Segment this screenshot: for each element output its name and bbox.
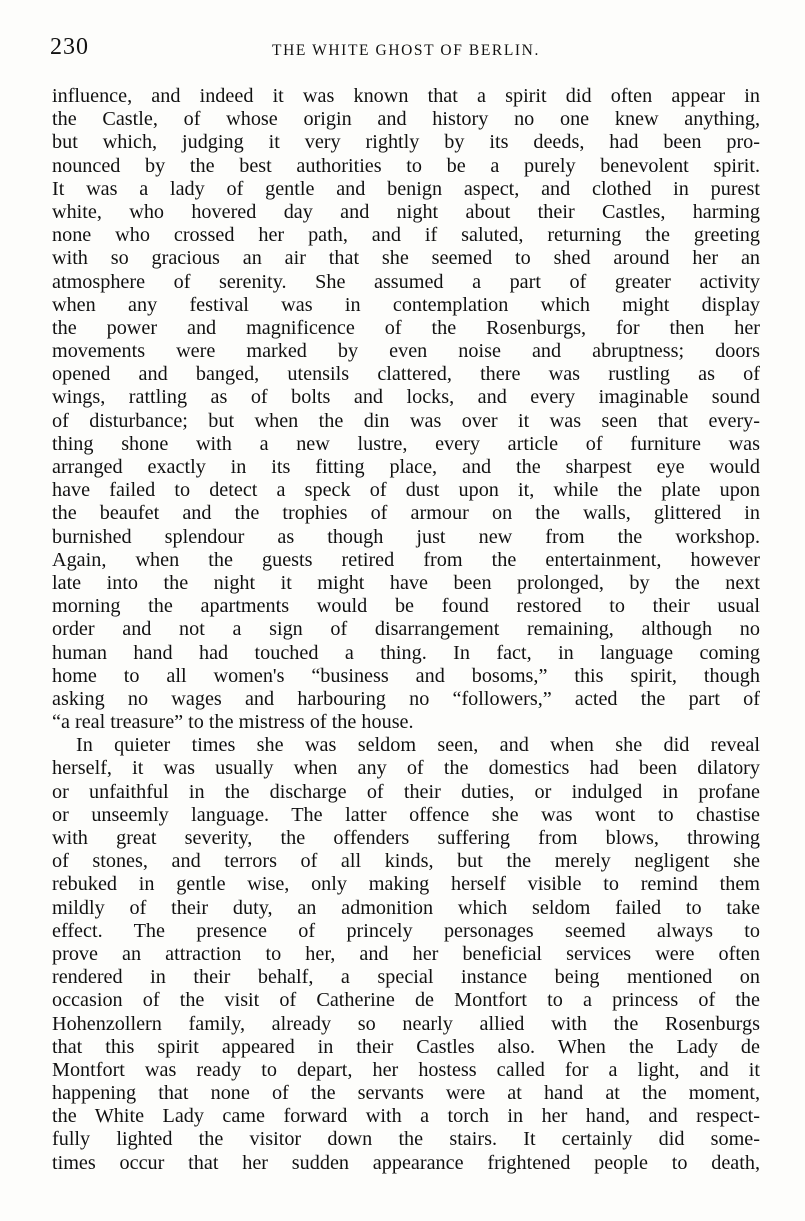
body-text xyxy=(52,85,760,1175)
text-line: that this spirit appeared in their Castles also. When the Lady de xyxy=(52,1035,760,1058)
text-line: times occur that her sudden appearance frightened people to death, xyxy=(52,1151,760,1174)
text-line: Again, when the guests retired from the entertainment, however xyxy=(52,548,760,571)
text-line: or unseemly language. The latter offence she was wont to chastise xyxy=(52,803,760,826)
text-line: fully lighted the visitor down the stairs. It certainly did some- xyxy=(52,1128,760,1151)
text-line: effect. The presence of princely personages seemed always to xyxy=(52,919,760,942)
text-line: influence, and indeed it was known that a spirit did often appear in xyxy=(52,85,760,107)
text-line: when any festival was in contemplation which might display xyxy=(52,293,760,316)
paragraph-end-line: “a real treasure” to the mistress of the house. xyxy=(52,711,414,734)
text-line: with so gracious an air that she seemed to shed around her an xyxy=(52,247,760,270)
text-line: nounced by the best authorities to be a purely benevolent spirit. xyxy=(52,154,760,177)
text-line: prove an attraction to her, and her beneficial services were often xyxy=(52,942,760,965)
text-line: Montfort was ready to depart, her hostess called for a light, and it xyxy=(52,1058,760,1081)
text-line: with great severity, the offenders suffering from blows, throwing xyxy=(52,827,760,849)
text-line: the Castle, of whose origin and history no one knew anything, xyxy=(52,108,760,131)
text-line: home to all women's “business and bosoms,” this spirit, though xyxy=(52,664,760,687)
text-line: movements were marked by even noise and abruptness; doors xyxy=(52,340,760,363)
text-line: occasion of the visit of Catherine de Montfort to a princess of the xyxy=(52,989,760,1012)
running-head xyxy=(50,34,762,68)
text-line: rebuked in gentle wise, only making herself visible to remind them xyxy=(52,873,760,896)
text-line: happening that none of the servants were at hand at the moment, xyxy=(52,1082,760,1105)
text-line: the White Lady came forward with a torch in her hand, and respect- xyxy=(52,1105,760,1128)
text-line: or unfaithful in the discharge of their duties, or indulged in profane xyxy=(52,780,760,803)
text-line: arranged exactly in its fitting place, and the sharpest eye would xyxy=(52,456,760,478)
text-line: asking no wages and harbouring no “followers,” acted the part of xyxy=(52,687,760,710)
running-title: THE WHITE GHOST OF BERLIN. xyxy=(272,42,540,59)
paragraph-start-line: In quieter times she was seldom seen, and when she did reveal xyxy=(76,734,760,757)
text-line: late into the night it might have been prolonged, by the next xyxy=(52,571,760,594)
text-line: mildly of their duty, an admonition which seldom failed to take xyxy=(52,896,760,919)
text-line: of disturbance; but when the din was over it was seen that every- xyxy=(52,409,760,432)
text-line: burnished splendour as though just new from the workshop. xyxy=(52,525,760,548)
text-line: morning the apartments would be found restored to their usual xyxy=(52,595,760,618)
text-line: wings, rattling as of bolts and locks, and every imaginable sound xyxy=(52,386,760,409)
text-line: rendered in their behalf, a special instance being mentioned on xyxy=(52,966,760,989)
text-line: of stones, and terrors of all kinds, but the merely negligent she xyxy=(52,850,760,873)
text-line: the power and magnificence of the Rosenburgs, for then her xyxy=(52,316,760,339)
text-line: atmosphere of serenity. She assumed a part of greater activity xyxy=(52,270,760,293)
text-line: thing shone with a new lustre, every article of furniture was xyxy=(52,432,760,455)
text-line: white, who hovered day and night about their Castles, harming xyxy=(52,200,760,223)
text-line: Hohenzollern family, already so nearly allied with the Rosenburgs xyxy=(52,1012,760,1035)
text-line: opened and banged, utensils clattered, there was rustling as of xyxy=(52,363,760,386)
text-line: It was a lady of gentle and benign aspect, and clothed in purest xyxy=(52,177,760,200)
text-line: but which, judging it very rightly by its deeds, had been pro- xyxy=(52,131,760,154)
text-line: the beaufet and the trophies of armour on the walls, glittered in xyxy=(52,502,760,525)
text-line: none who crossed her path, and if saluted, returning the greeting xyxy=(52,224,760,247)
text-line: have failed to detect a speck of dust upon it, while the plate upon xyxy=(52,479,760,502)
text-line: order and not a sign of disarrangement remaining, although no xyxy=(52,618,760,641)
page-number: 230 xyxy=(50,34,89,60)
text-line: herself, it was usually when any of the domestics had been dilatory xyxy=(52,757,760,780)
text-line: human hand had touched a thing. In fact, in language coming xyxy=(52,641,760,664)
